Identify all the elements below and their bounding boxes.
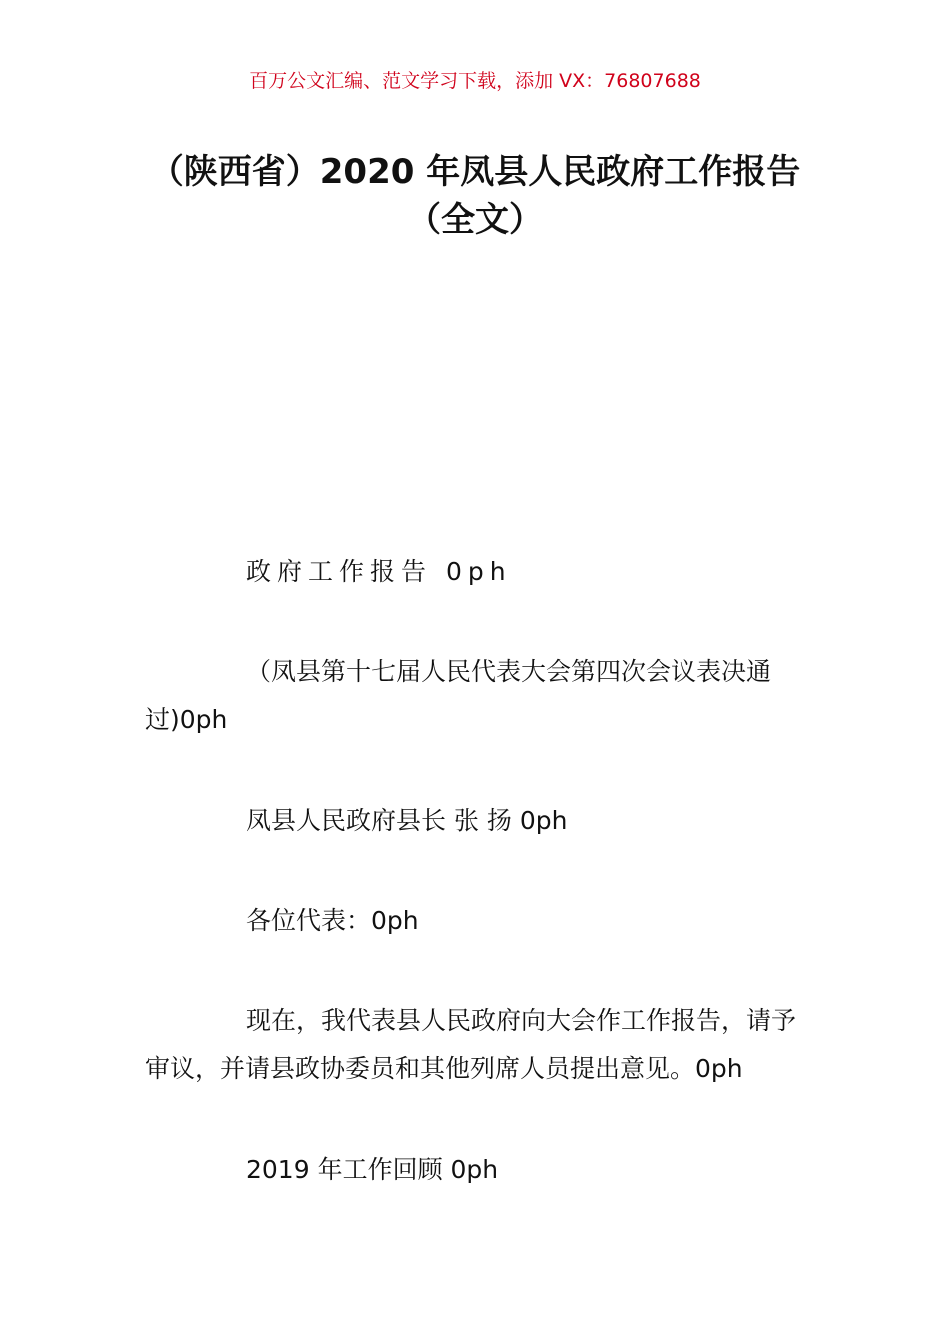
paragraph-salutation: 各位代表：0ph	[246, 906, 419, 935]
paragraph-report-heading: 政府工作报告 0ph	[246, 557, 512, 586]
document-title	[145, 148, 805, 244]
header-promo-note: 百万公文汇编、范文学习下载，添加 VX：76807688	[249, 70, 701, 92]
title-line-2: （全文）	[407, 200, 543, 240]
paragraph-section-heading: 2019 年工作回顾 0ph	[246, 1155, 499, 1184]
paragraph-approval-note: （凤县第十七届人民代表大会第四次会议表决通过)0ph	[145, 657, 772, 734]
title-line-1: （陕西省）2020 年凤县人民政府工作报告	[149, 152, 801, 192]
paragraph-author: 凤县人民政府县长 张 扬 0ph	[246, 806, 568, 835]
paragraph-opening: 现在，我代表县人民政府向大会作工作报告，请予审议，并请县政协委员和其他列席人员提出意见。0ph	[145, 1006, 797, 1083]
